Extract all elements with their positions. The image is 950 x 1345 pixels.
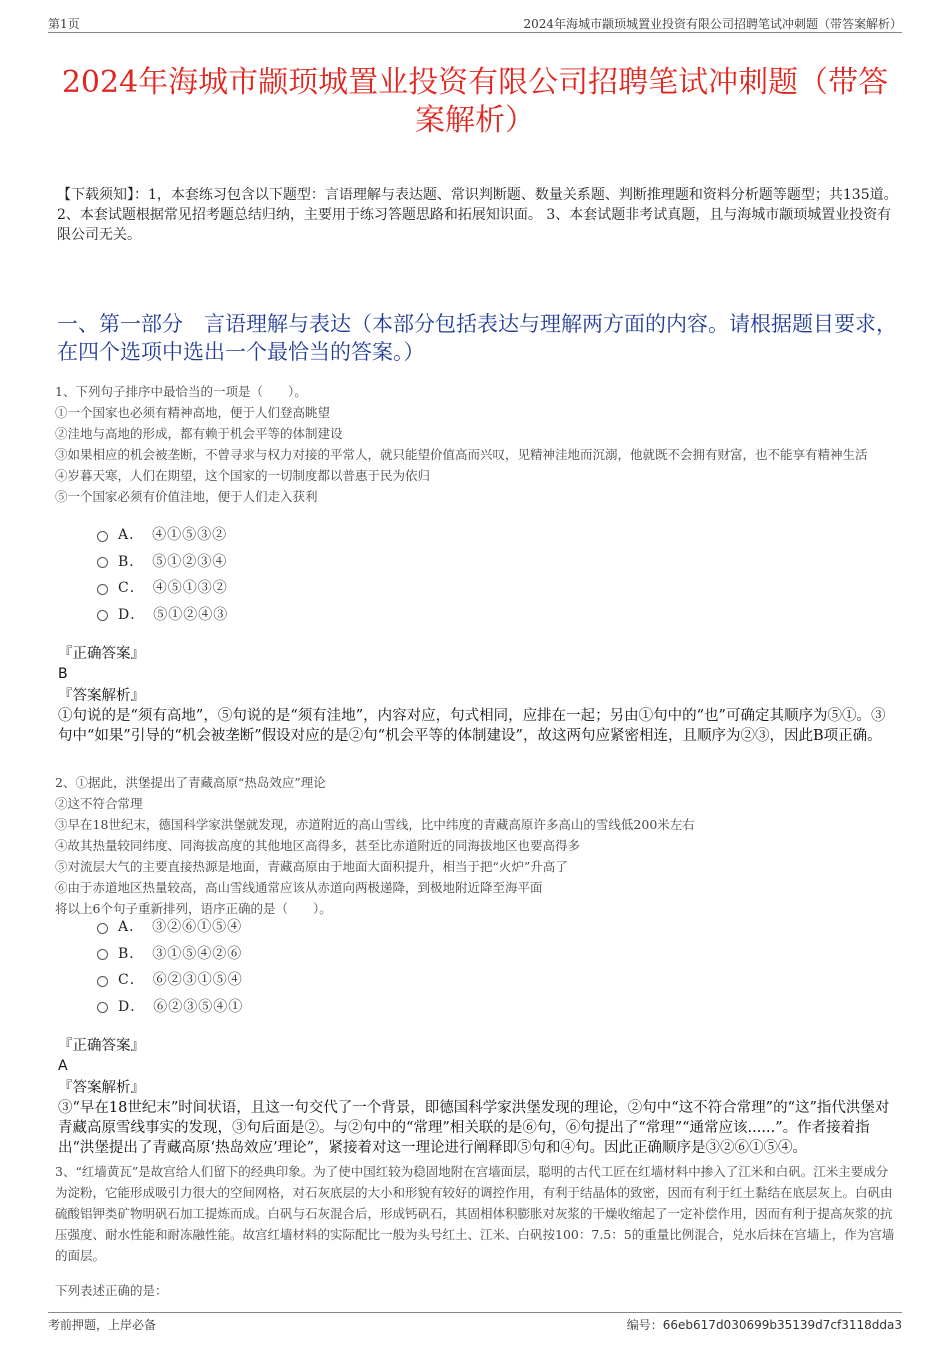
option-label: B． ③①⑤④②⑥ (118, 945, 243, 962)
option-d[interactable] (97, 601, 228, 628)
analysis-label: 『答案解析』 (58, 688, 145, 704)
question-1-line: ③如果相应的机会被垄断，不曾寻求与权力对接的平常人，就只能望价值高而兴叹，见精神洼地而沉溺，他就既不会拥有财富，也不能享有精神生活 (55, 447, 868, 462)
question-1-stem: 1、下列句子排序中最恰当的一项是（ ）。 (55, 384, 307, 399)
question-1-line: ④岁暮天寒，人们在期望，这个国家的一切制度都以普惠于民为依归 (55, 468, 431, 483)
option-a[interactable] (97, 913, 243, 940)
page-title: 2024年海城市颛顼城置业投资有限公司招聘笔试冲刺题（带答案解析） (61, 65, 889, 139)
answer-label: 『正确答案』 (58, 646, 145, 662)
question-1-line: ⑤一个国家必须有价值洼地，便于人们走入获利 (55, 489, 318, 504)
radio-icon[interactable] (97, 923, 108, 934)
question-2-line: ⑥由于赤道地区热量较高，高山雪线通常应该从赤道向两极递降，到极地附近降至海平面 (55, 880, 543, 895)
question-1-answer-block (58, 644, 898, 746)
code-label: 编号： (626, 1318, 663, 1332)
correct-answer: A (58, 1058, 68, 1074)
question-3-passage: 3、“红墙黄瓦”是故宫给人们留下的经典印象。为了使中国红较为稳固地附在宫墙面层，聪明的古代工匠在红墙材料中掺入了江米和白矾。江米主要成分为淀粉，它能形成吸引力很大的空间网格，对石灰底层的大小和形貌有较好的调控作用，有利于结晶体的致密，因而有利于红土黏结在底层灰上。白矾由硫酸铝钾类矿物明矾石加工提炼而成。白矾与石灰混合后，形成钙矾石，其固相体积膨胀对灰浆的干燥收缩起了一定补偿作用，因而有利于提高灰浆的抗压强度、耐水性能和耐冻融性能。故宫红墙材料的实际配比一般为头号红土、江米、白矾按100：7.5：5的重量比例混合，兑水后抹在宫墙上，作为宫墙的面层。 (55, 1164, 895, 1263)
answer-analysis: ①句说的是“须有高地”，⑤句说的是“须有洼地”，内容对应，句式相同，应排在一起；另由①句中的“也”可确定其顺序为⑤①。③句中“如果”引导的“机会被垄断”假设对应的是②句“机会平等的体制建设”，故这两句应紧密相连，且顺序为②③，因此B项正确。 (58, 708, 886, 744)
question-2-line: ⑤对流层大气的主要直接热源是地面，青藏高原由于地面大面积提升，相当于把“火炉”升高了 (55, 859, 568, 874)
option-c[interactable] (97, 574, 228, 601)
question-2-line: ③早在18世纪末，德国科学家洪堡就发现，赤道附近的高山雪线，比中纬度的青藏高原许多高山的雪线低200米左右 (55, 817, 695, 832)
question-1-line: ①一个国家也必须有精神高地，便于人们登高眺望 (55, 405, 331, 420)
answer-label: 『正确答案』 (58, 1038, 145, 1054)
option-label: D． ⑤①②④③ (118, 606, 229, 623)
option-label: D． ⑥②③⑤④① (118, 998, 244, 1015)
analysis-label: 『答案解析』 (58, 1080, 145, 1096)
footer-code (627, 1316, 902, 1333)
option-b[interactable] (97, 548, 228, 575)
radio-icon[interactable] (97, 557, 108, 568)
code-value: 66eb617d030699b35139d7cf3118dda3 (662, 1318, 902, 1332)
question-1 (55, 381, 898, 507)
radio-icon[interactable] (97, 949, 108, 960)
question-2-stem: 将以上6个句子重新排列，语序正确的是（ ）。 (55, 901, 332, 916)
page-header (48, 14, 902, 33)
section-title: 一、第一部分 言语理解与表达（本部分包括表达与理解两方面的内容。请根据题目要求，在四个选项中选出一个最恰当的答案。） (57, 312, 897, 364)
option-a[interactable] (97, 521, 228, 548)
footer-slogan: 考前押题，上岸必备 (48, 1318, 157, 1332)
question-2-line: ②这不符合常理 (55, 796, 143, 811)
radio-icon[interactable] (97, 1002, 108, 1013)
question-3-prompt: 下列表述正确的是： (55, 1283, 168, 1298)
question-2-options (97, 913, 243, 1019)
question-2 (55, 772, 898, 919)
option-c[interactable] (97, 966, 243, 993)
question-1-options (97, 521, 228, 627)
question-2-line: ④故其热量较同纬度、同海拔高度的其他地区高得多，甚至比赤道附近的同海拔地区也要高得多 (55, 838, 581, 853)
question-1-line: ②洼地与高地的形成，都有赖于机会平等的体制建设 (55, 426, 343, 441)
header-doc-title: 2024年海城市颛顼城置业投资有限公司招聘笔试冲刺题（带答案解析） (523, 17, 902, 31)
option-label: C． ⑥②③①⑤④ (118, 972, 243, 989)
download-notice: 【下载须知】：1，本套练习包含以下题型：言语理解与表达题、常识判断题、数量关系题、判断推理题和资料分析题等题型；共135道。 2、本套试题根据常见招考题总结归纳，主要用于练习答题思路和拓展知识面。 3、本套试题非考试真题，且与海城市颛顼城置业投资有限公司无关。 (57, 187, 898, 243)
correct-answer: B (58, 666, 68, 682)
question-2-answer-block (58, 1036, 898, 1158)
radio-icon[interactable] (97, 584, 108, 595)
option-label: A． ④①⑤③② (118, 527, 228, 544)
option-d[interactable] (97, 993, 243, 1020)
radio-icon[interactable] (97, 976, 108, 987)
option-label: B． ⑤①②③④ (118, 553, 228, 570)
radio-icon[interactable] (97, 610, 108, 621)
option-label: C． ④⑤①③② (118, 580, 228, 597)
option-label: A． ③②⑥①⑤④ (118, 919, 243, 936)
page-number: 第1页 (48, 17, 80, 31)
option-b[interactable] (97, 940, 243, 967)
page-footer (48, 1312, 902, 1331)
radio-icon[interactable] (97, 531, 108, 542)
question-2-line: 2、①据此，洪堡提出了青藏高原“热岛效应”理论 (55, 775, 326, 790)
answer-analysis: ③“早在18世纪末”时间状语，且这一句交代了一个背景，即德国科学家洪堡发现的理论，②句中“这不符合常理”的“这”指代洪堡对青藏高原雪线事实的发现，③句后面是②。与②句中的“常理”相关联的是⑥句，⑥句提出了“常理”“通常应该......”。作者接着指出“洪堡提出了青藏高原‘热岛效应’理论”，紧接着对这一理论进行阐释即⑤句和④句。因此正确顺序是③②⑥①⑤④。 (58, 1100, 890, 1156)
